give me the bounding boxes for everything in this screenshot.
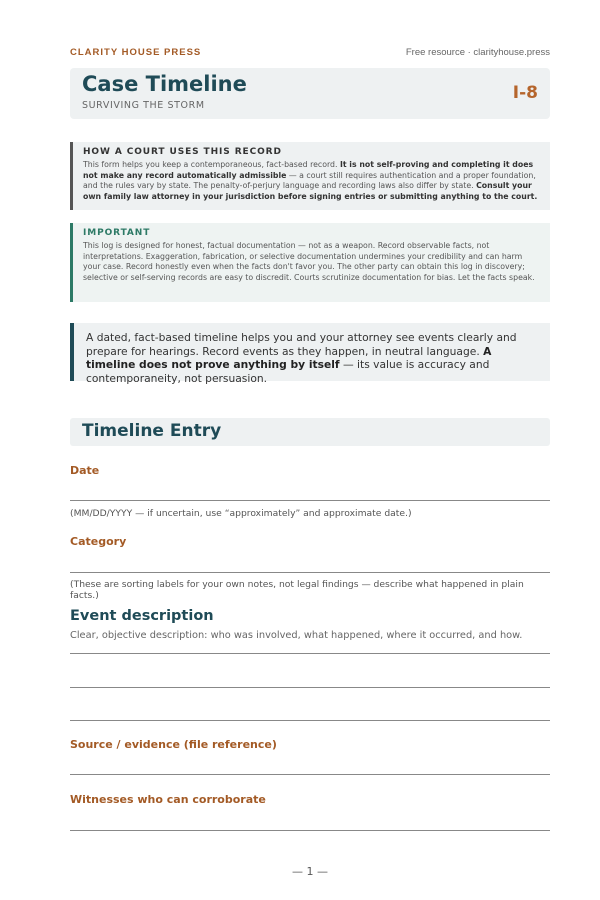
witness-field-line[interactable]: [70, 830, 550, 831]
category-field-line[interactable]: [70, 572, 550, 573]
event-description-title: Event description: [70, 608, 214, 624]
publisher-name: CLARITY HOUSE PRESS: [70, 47, 202, 58]
court-usage-heading: HOW A COURT USES THIS RECORD: [83, 147, 282, 157]
category-label: Category: [70, 535, 127, 548]
court-usage-notice: [70, 142, 550, 210]
event-description-hint: Clear, objective description: who was involved, what happened, where it occurred, and how.: [70, 630, 523, 641]
witness-label: Witnesses who can corroborate: [70, 793, 266, 806]
date-field-line[interactable]: [70, 500, 550, 501]
date-label: Date: [70, 464, 100, 477]
court-usage-bold-2: Consult your own family law attorney in your jurisdiction before signing entries or submitting anything to the court.: [83, 181, 538, 201]
important-notice: [70, 223, 550, 302]
court-usage-text-2: — a court still requires authentication and a proper foundation, and the rules vary by state. The penalty-of-perjury language and recording laws also differ by state.: [83, 170, 536, 190]
category-hint: (These are sorting labels for your own notes, not legal findings — describe what happened in plain facts.): [70, 579, 524, 601]
important-heading: IMPORTANT: [83, 228, 151, 238]
document-subtitle: SURVIVING THE STORM: [82, 100, 205, 111]
intro-text: [86, 331, 536, 385]
intro-callout: [70, 323, 550, 385]
title-box: [70, 68, 550, 119]
section-header: [70, 418, 550, 446]
intro-text-2: — its value is accuracy and contemporaneity, not persuasion.: [86, 358, 490, 385]
court-usage-text-1: This form helps you keep a contemporaneous, fact-based record.: [83, 160, 340, 169]
event-line-1[interactable]: [70, 653, 550, 654]
section-title: Timeline Entry: [82, 421, 222, 441]
event-line-3[interactable]: [70, 720, 550, 721]
court-usage-bold-1: It is not self-proving and completing it does not make any record automatically admissible: [83, 160, 534, 180]
intro-bold: A timeline does not prove anything by itself: [86, 344, 492, 371]
page-number: — 1 —: [292, 865, 328, 878]
date-hint: (MM/DD/YYYY — if uncertain, use “approximately” and approximate date.): [70, 508, 412, 519]
document-title: Case Timeline: [82, 72, 247, 96]
court-usage-body: [83, 160, 538, 202]
document-code: I-8: [512, 83, 538, 103]
source-label: Source / evidence (file reference): [70, 738, 277, 751]
source-field-line[interactable]: [70, 774, 550, 775]
intro-text-1: A dated, fact-based timeline helps you and your attorney see events clearly and prepare for hearings. Record events as they happen, in neutral language.: [86, 331, 517, 358]
site-note: Free resource · clarityhouse.press: [405, 47, 550, 58]
important-body: This log is designed for honest, factual documentation — not as a weapon. Record observable facts, not interpretations. Exaggeration, fabrication, or selective documentation undermines your credibility and can harm your case. Record honestly even when the facts don't favor you. The other party can obtain this log in discovery; selective or self-serving records are easy to discredit. Courts scrutinize documentation for bias. Let the facts speak.: [83, 241, 535, 282]
top-bar: [70, 47, 550, 61]
event-line-2[interactable]: [70, 687, 550, 688]
